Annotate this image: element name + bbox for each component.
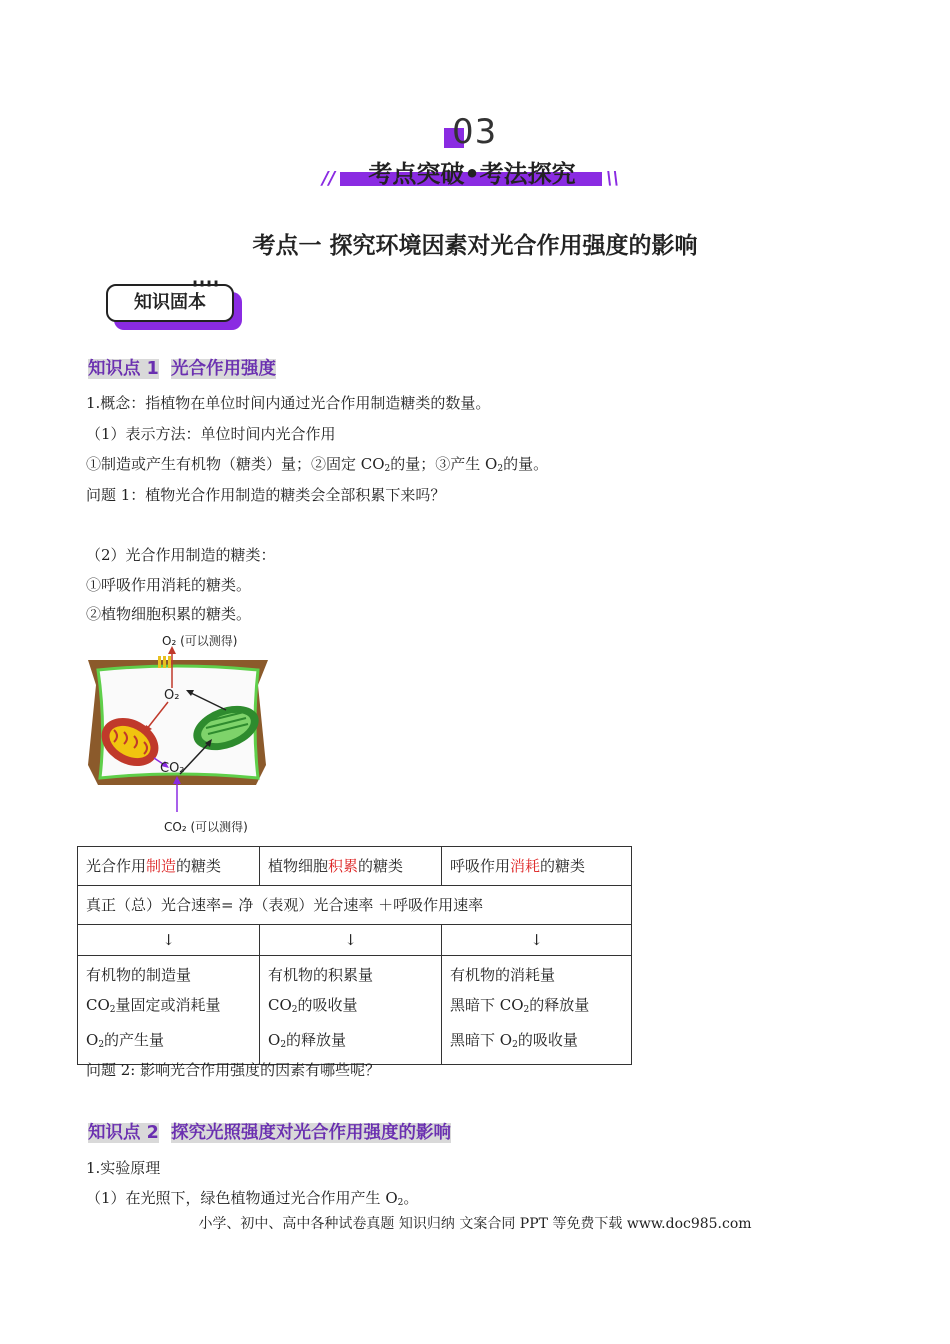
- binder-rings-icon: ▮▮▮▮: [192, 278, 221, 289]
- table-cell: 有机物的积累量 $CO_2$的吸收量 $O_2$的释放量: [260, 956, 442, 1065]
- method-line: （1）表示方法：单位时间内光合作用: [86, 425, 336, 443]
- table-header-cell: 呼吸作用消耗的糖类: [442, 847, 632, 886]
- kp1-label: 知识点 1: [88, 359, 159, 379]
- banner-text: 考点突破•考法探究: [368, 160, 576, 188]
- kp2-title: 探究光照强度对光合作用强度的影响: [170, 1123, 451, 1143]
- o2-measurable-label: O₂ (可以测得): [162, 634, 238, 648]
- formula-cell: 真正（总）光合速率= 净（表观）光合速率 ＋呼吸作用速率: [78, 886, 632, 925]
- page-title: 考点一 探究环境因素对光合作用强度的影响: [252, 233, 698, 259]
- respiration-sugar-line: ①呼吸作用消耗的糖类。: [86, 576, 252, 594]
- badge-label: 知识固本: [134, 292, 206, 313]
- section-number-text: 03: [452, 112, 498, 152]
- down-arrow-icon: ↓: [260, 925, 442, 956]
- slash-decoration-left: //: [322, 168, 336, 189]
- question-2: 问题 2: 影响光合作用强度的因素有哪些呢？: [86, 1061, 381, 1079]
- table-header-row: [78, 847, 632, 886]
- table-cell: 有机物的消耗量 黑暗下 $CO_2$的释放量 黑暗下 $O_2$的吸收量: [442, 956, 632, 1065]
- page-footer: 小学、初中、高中各种试卷真题 知识归纳 文案合同 PPT 等免费下载 www.doc985.com: [198, 1216, 752, 1232]
- knowledge-badge: [106, 278, 246, 332]
- kp2-label: 知识点 2: [88, 1123, 159, 1143]
- knowledge-point-2-heading: [86, 1118, 453, 1145]
- table-cell: 有机物的制造量 $CO_2$量固定或消耗量 $O_2$的产生量: [78, 956, 260, 1065]
- down-arrow-icon: ↓: [442, 925, 632, 956]
- kp1-title: 光合作用强度: [170, 359, 276, 379]
- table-row: [78, 925, 632, 956]
- concept-line: 1.概念：指植物在单位时间内通过光合作用制造糖类的数量。: [86, 394, 491, 412]
- table-header-cell: 植物细胞积累的糖类: [260, 847, 442, 886]
- cell-illustration: [86, 630, 276, 840]
- question-1: 问题 1：植物光合作用制造的糖类会全部积累下来吗？: [86, 486, 446, 504]
- section-number: [444, 112, 514, 152]
- o2-label: O₂: [164, 688, 180, 703]
- photosynthesis-table: [77, 846, 632, 1065]
- table-row: [78, 886, 632, 925]
- knowledge-point-1-heading: [86, 354, 278, 381]
- experiment-principle-line: （1）在光照下，绿色植物通过光合作用产生 $O_2$。: [86, 1189, 419, 1208]
- table-row: [78, 956, 632, 1065]
- experiment-principle-title: 1.实验原理: [86, 1159, 161, 1177]
- table-header-cell: 光合作用制造的糖类: [78, 847, 260, 886]
- down-arrow-icon: ↓: [78, 925, 260, 956]
- measure-line: ①制造或产生有机物（糖类）量；②固定 $CO_2$的量；③产生 $O_2$的量。: [86, 455, 549, 474]
- co2-label: CO₂: [160, 761, 185, 776]
- accumulated-sugar-line: ②植物细胞积累的糖类。: [86, 605, 252, 623]
- cell-diagram: [86, 630, 276, 840]
- co2-measurable-label: CO₂ (可以测得): [164, 820, 248, 834]
- badge-box: [106, 284, 234, 322]
- sugar-line: （2）光合作用制造的糖类：: [86, 546, 276, 564]
- slash-decoration-right: \\: [606, 168, 620, 189]
- section-banner: [322, 150, 622, 194]
